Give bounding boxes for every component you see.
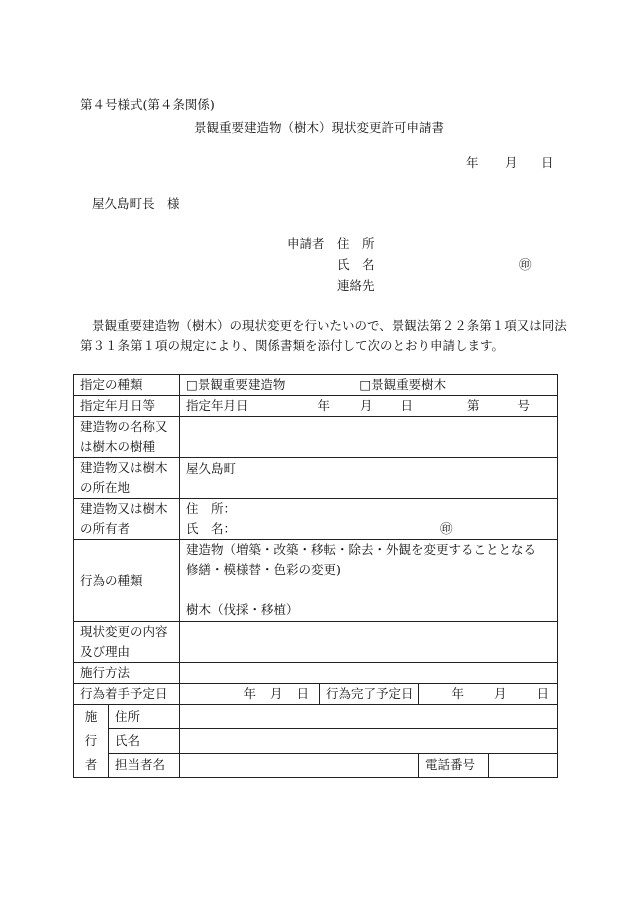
- row-contractor-address: [74, 705, 558, 729]
- designation-date-day: 日: [400, 398, 414, 413]
- contractor-name-field[interactable]: [180, 729, 558, 753]
- designation-number-suffix: 号: [517, 398, 531, 413]
- row-reason: [74, 622, 558, 663]
- date-day-label: 日: [541, 155, 554, 170]
- act-type-tree-line: 樹木（伐採・移植）: [186, 602, 299, 617]
- date-year-label: 年: [466, 155, 479, 170]
- owner-label-line-2: の所有者: [80, 521, 131, 536]
- body-text-line-2: 第３１条第１項の規定により、関係書類を添付して次のとおり申請します。: [80, 338, 505, 353]
- reason-label-line-2: 及び理由: [80, 644, 131, 659]
- row-contractor-name: [74, 729, 558, 753]
- owner-address-label: 住 所：: [186, 501, 237, 516]
- location-field[interactable]: [180, 458, 558, 499]
- designation-date-month: 月: [360, 398, 373, 413]
- location-value: 屋久島町: [186, 461, 237, 476]
- checkbox-tree-option[interactable]: □景観重要樹木: [359, 377, 447, 392]
- contractor-name-label: 氏名: [109, 729, 180, 753]
- reason-label-line-1: 現状変更の内容: [80, 624, 168, 639]
- row-contractor-person: [74, 753, 558, 777]
- start-date-month: 月: [270, 686, 283, 701]
- reason-label: [74, 622, 180, 663]
- body-text-line-1: 景観重要建造物（樹木）の現状変更を行いたいので、景観法第２２条第１項又は同法: [92, 318, 567, 333]
- applicant-seal-mark: ㊞: [519, 257, 532, 272]
- row-schedule: [74, 684, 558, 705]
- end-date-day: 日: [536, 686, 550, 701]
- contractor-person-field[interactable]: [180, 753, 419, 777]
- contractor-side-char-2: 行: [84, 733, 98, 748]
- act-type-building-line-2: 修繕・模様替・色彩の変更): [186, 562, 341, 577]
- contractor-phone-label: 電話番号: [419, 753, 489, 777]
- start-date-year: 年: [243, 686, 257, 701]
- form-title: 景観重要建造物（樹木）現状変更許可申請書: [194, 120, 445, 135]
- designation-date-year: 年: [317, 398, 331, 413]
- row-structure-name: [74, 417, 558, 458]
- checkbox-building-option[interactable]: □景観重要建造物: [186, 377, 286, 392]
- method-field[interactable]: [180, 663, 558, 684]
- row-location: [74, 458, 558, 499]
- row-designation-type: [74, 375, 558, 396]
- act-type-field[interactable]: [180, 540, 558, 622]
- start-date-day: 日: [296, 686, 310, 701]
- act-type-building-line-1: 建造物（増築・改築・移転・除去・外観を変更することとなる: [186, 542, 537, 557]
- applicant-contact-label: 連絡先: [337, 278, 375, 293]
- owner-seal-mark: ㊞: [440, 521, 453, 536]
- form-number: 第４号様式(第４条関係): [80, 97, 215, 112]
- date-month-label: 月: [505, 155, 518, 170]
- applicant-name-label: 氏 名: [337, 257, 375, 272]
- application-table: [73, 374, 558, 778]
- act-type-label: 行為の種類: [74, 540, 180, 622]
- structure-name-field[interactable]: [180, 417, 558, 458]
- end-date-label: 行為完了予定日: [320, 684, 419, 705]
- applicant-label: 申請者: [287, 236, 325, 251]
- reason-field[interactable]: [180, 622, 558, 663]
- structure-name-label-line-2: は樹木の樹種: [80, 439, 156, 454]
- owner-name-line: [186, 519, 551, 539]
- designation-number-prefix: 第: [467, 398, 480, 413]
- method-label: 施行方法: [74, 663, 180, 684]
- end-date-year: 年: [451, 686, 465, 701]
- owner-label: [74, 499, 180, 540]
- contractor-address-field[interactable]: [180, 705, 558, 729]
- end-date-month: 月: [494, 686, 507, 701]
- addressee: 屋久島町長 様: [92, 196, 180, 211]
- owner-field[interactable]: [180, 499, 558, 540]
- row-method: [74, 663, 558, 684]
- designation-date-cell[interactable]: [180, 396, 558, 417]
- contractor-address-label: 住所: [109, 705, 180, 729]
- location-label: [74, 458, 180, 499]
- designation-type-cell: [180, 375, 558, 396]
- structure-name-label: [74, 417, 180, 458]
- designation-date-label: 指定年月日等: [74, 396, 180, 417]
- start-date-label: 行為着手予定日: [74, 684, 180, 705]
- start-date-field[interactable]: [180, 684, 320, 705]
- location-label-line-2: の所在地: [80, 480, 131, 495]
- owner-name-label: 氏 名：: [186, 521, 237, 536]
- designation-type-label: 指定の種類: [74, 375, 180, 396]
- owner-label-line-1: 建造物又は樹木: [80, 501, 168, 516]
- end-date-field[interactable]: [419, 684, 558, 705]
- location-label-line-1: 建造物又は樹木: [80, 460, 168, 475]
- contractor-person-label: 担当者名: [109, 753, 180, 777]
- structure-name-label-line-1: 建造物の名称又: [80, 419, 168, 434]
- row-act-type: [74, 540, 558, 622]
- contractor-side-label: [74, 705, 109, 778]
- row-owner: [74, 499, 558, 540]
- applicant-address-label: 住 所: [337, 236, 375, 251]
- designation-date-prefix: 指定年月日: [186, 398, 249, 413]
- row-designation-date: [74, 396, 558, 417]
- contractor-side-char-3: 者: [84, 757, 98, 772]
- contractor-phone-field[interactable]: [489, 753, 558, 777]
- contractor-side-char-1: 施: [84, 709, 98, 724]
